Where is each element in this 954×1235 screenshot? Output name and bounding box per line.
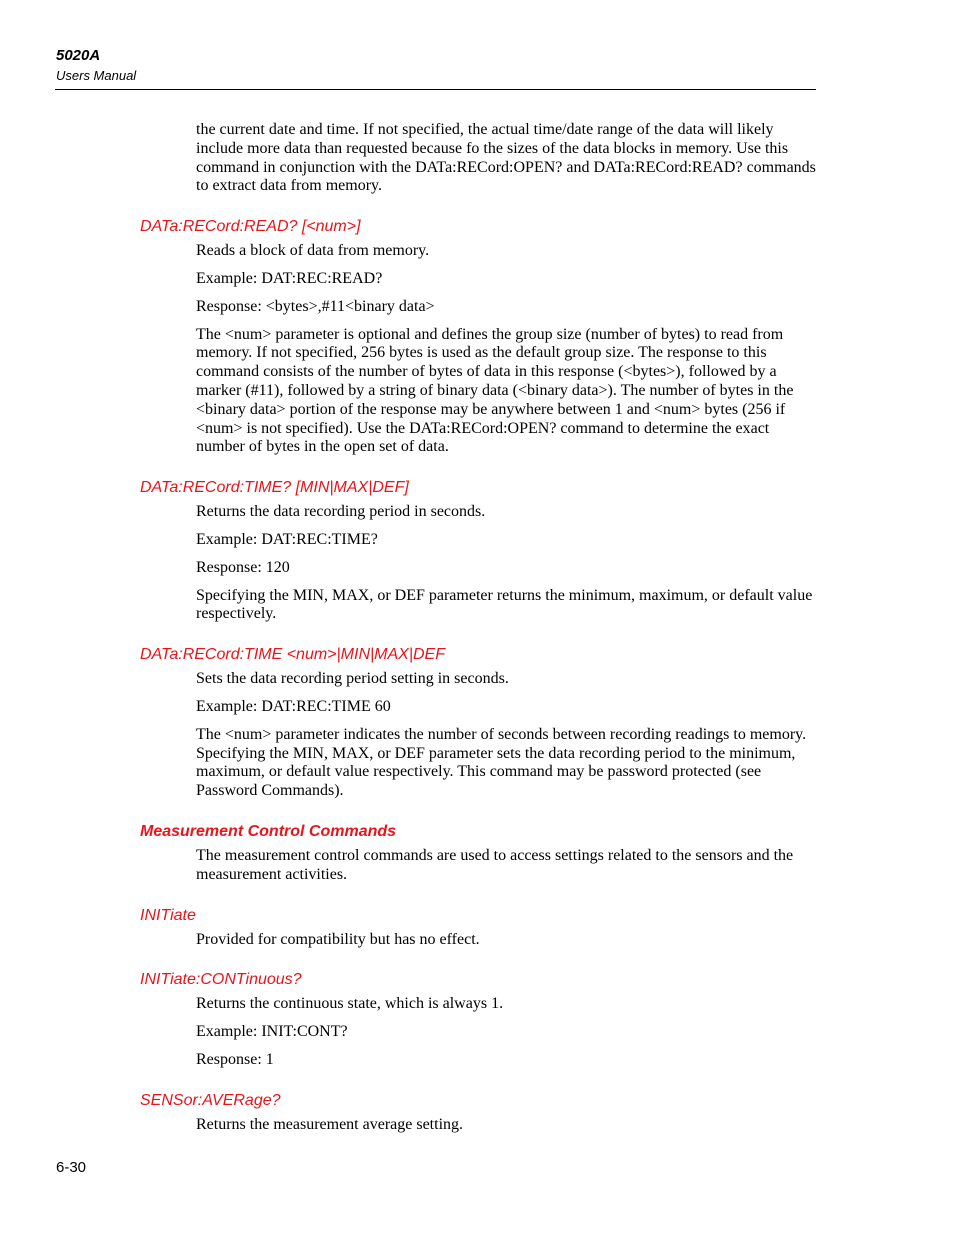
record-read-details: The <num> parameter is optional and defines the group size (number of bytes) to read from memory. If not specified, 256 bytes is used as the default group size. The response to this command consists of the number of bytes of data in this response (<bytes>), followed by a marker (#11), followed by a string of binary data (<binary data>). The number of bytes in the <binary data> portion of the response may be anywhere between 1 and <num> bytes (256 if <num> is not specified). Use the DATa:RECord:OPEN? command to determine the exact number of bytes in the open set of data. (196, 325, 794, 456)
page-number: 6-30 (56, 1159, 87, 1176)
heading-record-time-set: DATa:RECord:TIME <num>|MIN|MAX|DEF (140, 646, 445, 664)
page-body (0, 121, 954, 1144)
heading-record-read: DATa:RECord:READ? [<num>] (140, 218, 361, 236)
record-read-response: Response: <bytes>,#11<binary data> (196, 297, 435, 315)
measurement-control-description: The measurement control commands are used to access settings related to the sensors and the measurement activities. (196, 846, 794, 883)
record-time-query-details: Specifying the MIN, MAX, or DEF parameter returns the minimum, maximum, or default value respectively. (196, 586, 813, 623)
sensor-average-description: Returns the measurement average setting. (196, 1115, 464, 1133)
header-rule (55, 89, 816, 90)
heading-initiate: INITiate (140, 906, 196, 924)
record-time-query-description: Returns the data recording period in seconds. (196, 503, 486, 521)
initiate-description: Provided for compatibility but has no effect. (196, 930, 480, 948)
record-read-description: Reads a block of data from memory. (196, 242, 430, 260)
intro-paragraph: the current date and time. If not specified, the actual time/date range of the data will likely include more data than requested because fo the sizes of the data blocks in memory. Use this command in conjunction with the DATa:RECord:OPEN? and DATa:RECord:READ? commands to extract data from memory. (196, 121, 816, 195)
record-time-query-example: Example: DAT:REC:TIME? (196, 530, 378, 548)
initiate-continuous-description: Returns the continuous state, which is always 1. (196, 995, 504, 1013)
manual-model-title: 5020A (56, 47, 101, 64)
record-time-set-description: Sets the data recording period setting in seconds. (196, 670, 509, 688)
initiate-continuous-response: Response: 1 (196, 1050, 274, 1068)
manual-subtitle: Users Manual (56, 68, 137, 83)
record-read-example: Example: DAT:REC:READ? (196, 269, 383, 287)
heading-sensor-average: SENSor:AVERage? (140, 1091, 281, 1109)
record-time-set-example: Example: DAT:REC:TIME 60 (196, 697, 391, 715)
initiate-continuous-example: Example: INIT:CONT? (196, 1023, 348, 1041)
heading-measurement-control: Measurement Control Commands (140, 822, 397, 840)
heading-record-time-query: DATa:RECord:TIME? [MIN|MAX|DEF] (140, 479, 409, 497)
record-time-query-response: Response: 120 (196, 558, 290, 576)
record-time-set-details: The <num> parameter indicates the number of seconds between recording readings to memory. Specifying the MIN, MAX, or DEF parameter sets the data recording period to the minimum, maximum, or default value respectively. This command may be password protected (see Password Commands). (196, 725, 807, 800)
heading-initiate-continuous: INITiate:CONTinuous? (140, 971, 302, 989)
